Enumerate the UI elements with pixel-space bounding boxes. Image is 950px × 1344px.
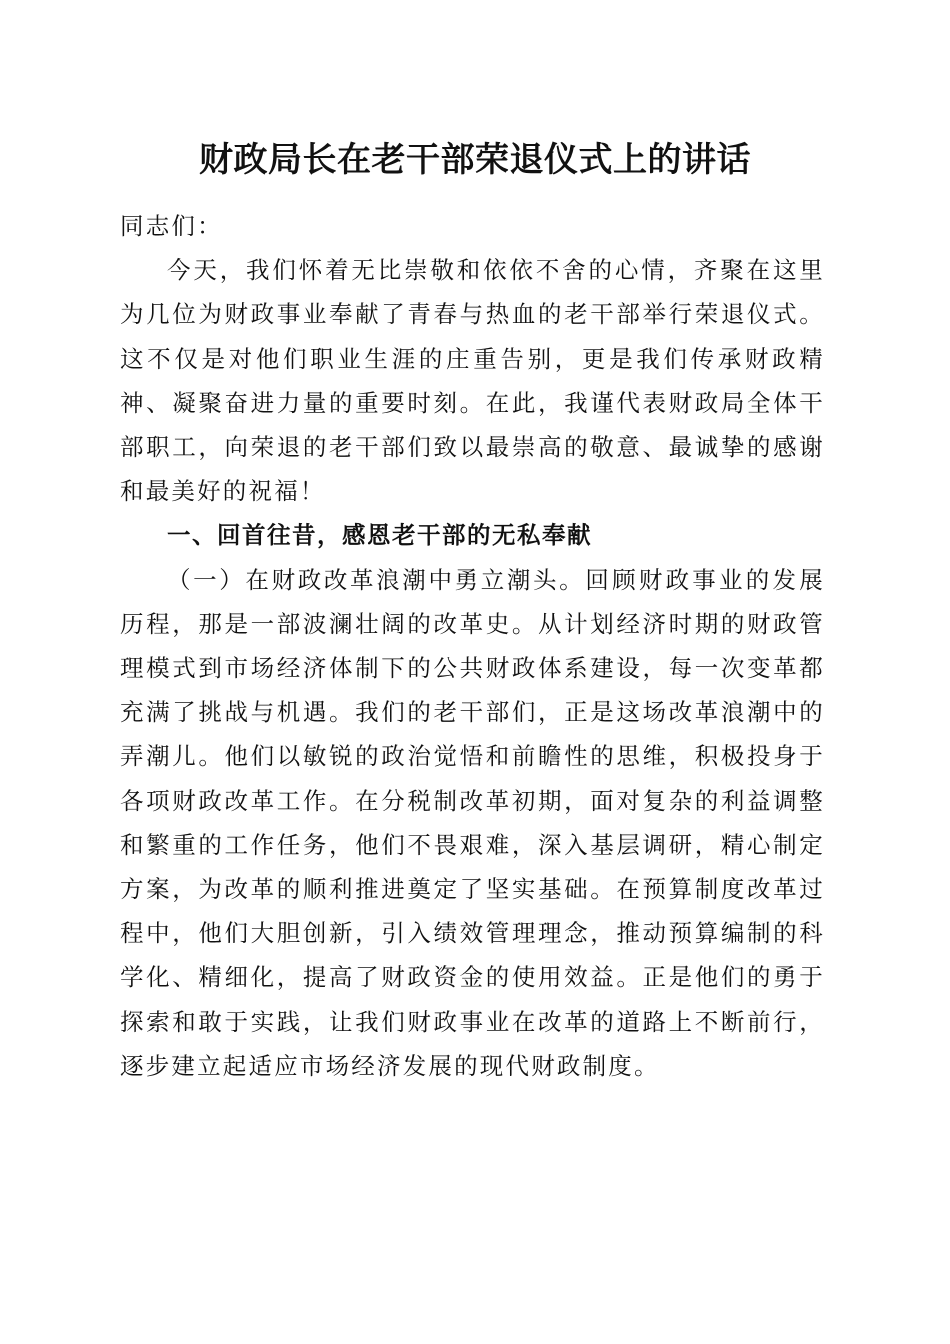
intro-paragraph: 今天，我们怀着无比崇敬和依依不舍的心情，齐聚在这里为几位为财政事业奉献了青春与热血的老干部举行荣退仪式。这不仅是对他们职业生涯的庄重告别，更是我们传承财政精神、凝聚奋进力量的重要时刻。在此，我谨代表财政局全体干部职工，向荣退的老干部们致以最崇高的敬意、最诚挚的感谢和最美好的祝福！ [120, 256, 825, 506]
subsection-paragraph [120, 558, 825, 1088]
subsection-lead: （一）在财政改革浪潮中勇立潮头。 [167, 565, 586, 594]
salutation: 同志们： [120, 212, 223, 240]
section-heading: 一、回首往昔，感恩老干部的无私奉献 [167, 521, 592, 550]
subsection-body: 回顾财政事业的发展历程，那是一部波澜壮阔的改革史。从计划经济时期的财政管理模式到市场经济体制下的公共财政体系建设，每一次变革都充满了挑战与机遇。我们的老干部们，正是这场改革浪潮中的弄潮儿。他们以敏锐的政治觉悟和前瞻性的思维，积极投身于各项财政改革工作。在分税制改革初期，面对复杂的利益调整和繁重的工作任务，他们不畏艰难，深入基层调研，精心制定方案，为改革的顺利推进奠定了坚实基础。在预算制度改革过程中，他们大胆创新，引入绩效管理理念，推动预算编制的科学化、精细化，提高了财政资金的使用效益。正是他们的勇于探索和敢于实践，让我们财政事业在改革的道路上不断前行，逐步建立起适应市场经济发展的现代财政制度。 [120, 565, 825, 1080]
document-title: 财政局长在老干部荣退仪式上的讲话 [199, 140, 751, 180]
document-body [120, 204, 825, 1088]
